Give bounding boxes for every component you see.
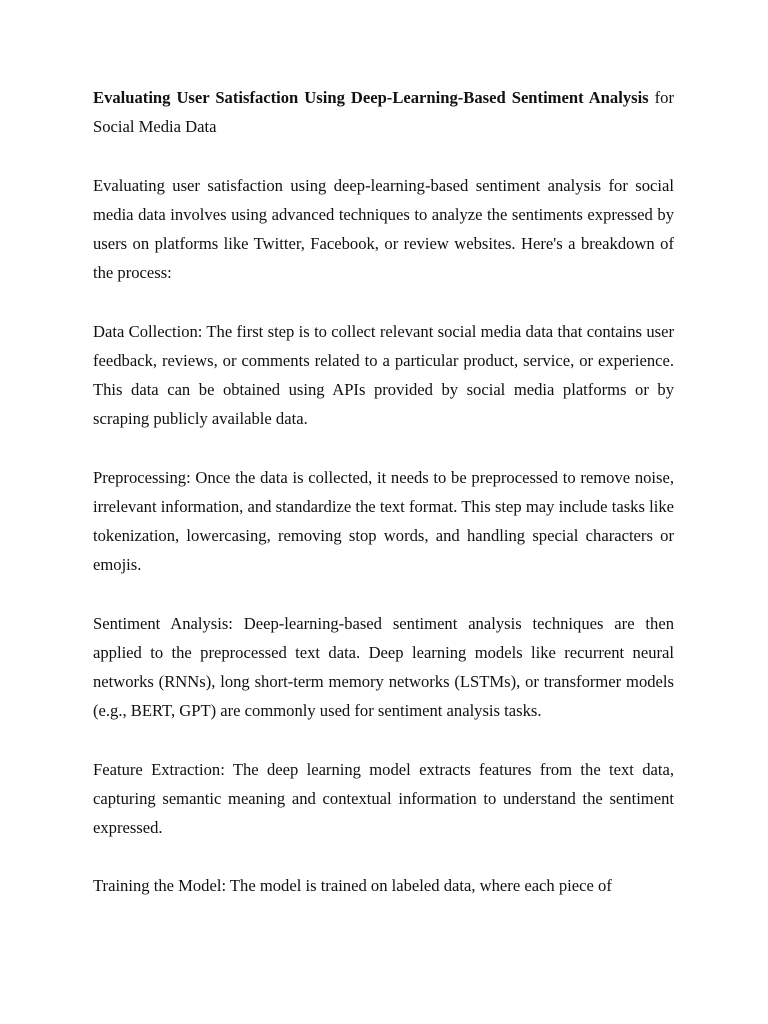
paragraph-data-collection: Data Collection: The first step is to collect relevant social media data that contains user feedback, reviews, or comments related to a particular product, service, or experience. This data can be obtained using APIs provided by social media platforms or by scraping publicly available data. bbox=[93, 321, 674, 429]
paragraph-preprocessing: Preprocessing: Once the data is collected, it needs to be preprocessed to remove noise, irrelevant information, and standardize the text format. This step may include tasks like tokenization, lowercasing, removing stop words, and handling special characters or emojis. bbox=[93, 467, 674, 575]
paragraph-sentiment-analysis: Sentiment Analysis: Deep-learning-based sentiment analysis techniques are then applied to the preprocessed text data. Deep learning models like recurrent neural networks (RNNs), long short-term memory networks (LSTMs), or transformer models (e.g., BERT, GPT) are commonly used for sentiment analysis tasks. bbox=[93, 613, 674, 721]
document-title bbox=[93, 83, 674, 141]
paragraph-intro: Evaluating user satisfaction using deep-learning-based sentiment analysis for social media data involves using advanced techniques to analyze the sentiments expressed by users on platforms like Twitter, Facebook, or review websites. Here's a breakdown of the process: bbox=[93, 175, 674, 283]
document-title-rest: for Social Media Data bbox=[93, 88, 674, 137]
document-page bbox=[93, 83, 674, 930]
paragraph-training-the-model: Training the Model: The model is trained on labeled data, where each piece of bbox=[93, 876, 612, 896]
paragraph-feature-extraction: Feature Extraction: The deep learning model extracts features from the text data, capturing semantic meaning and contextual information to understand the sentiment expressed. bbox=[93, 759, 674, 837]
document-title-bold: Evaluating User Satisfaction Using Deep-Learning-Based Sentiment Analysis bbox=[93, 88, 649, 107]
